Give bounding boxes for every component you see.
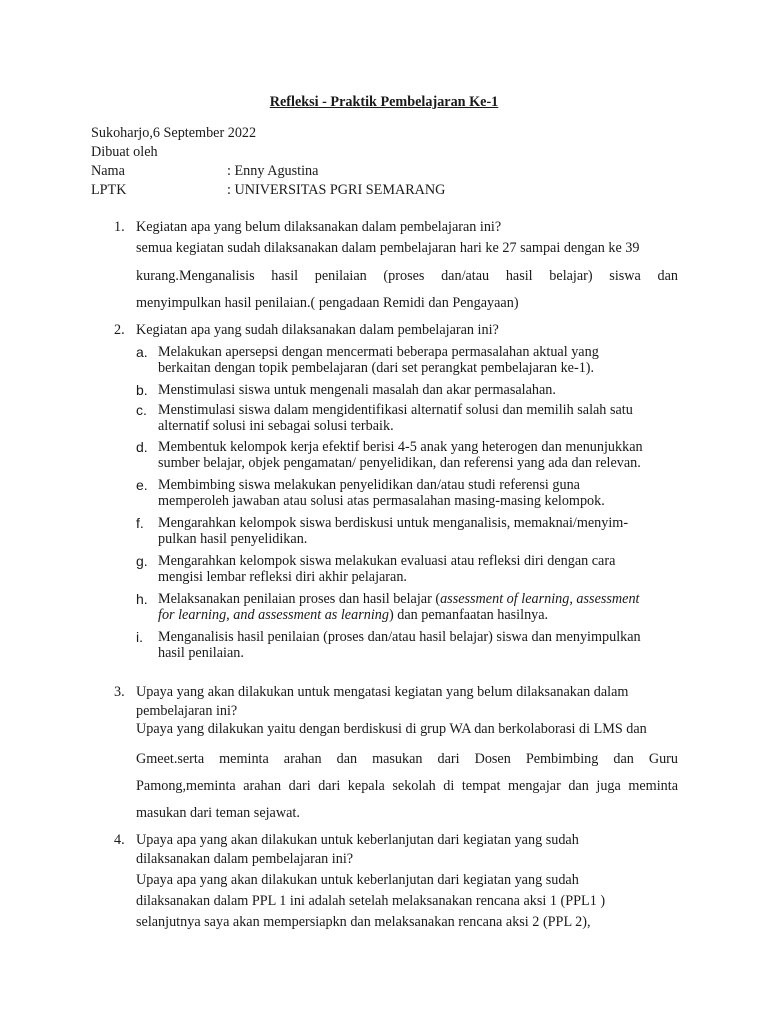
item-letter: h. [136,591,148,607]
lptk-row [91,181,691,200]
question-text: Kegiatan apa yang sudah dilaksanakan dalam pembelajaran ini? [136,322,499,338]
made-by-label: Dibuat oleh [91,144,158,160]
answer-3-line-3: Pamong,meminta arahan dari dari kepala sekolah di tempat mengajar dan juga meminta [136,778,678,794]
item-text: Melaksanakan penilaian proses dan hasil belajar (assessment of learning, assessment for learning, and assessment as learning) dan pemanfaatan hasilnya. [158,591,640,623]
question-number: 3. [114,684,125,700]
question-number: 1. [114,219,125,235]
item-text: Menstimulasi siswa dalam mengidentifikasi alternatif solusi dan memilih salah satu alternatif solusi ini sebagai solusi terbaik. [158,402,633,434]
answer-1-line-2: kurang.Menganalisis hasil penilaian (proses dan/atau hasil belajar) siswa dan [136,268,678,284]
question-number: 4. [114,832,125,848]
item-letter: c. [136,402,147,418]
item-letter: a. [136,344,148,360]
answer-4-line-1: Upaya apa yang akan dilakukan untuk keberlanjutan dari kegiatan yang sudah [136,872,579,888]
item-letter: f. [136,515,144,531]
answer-3-line-1: Upaya yang dilakukan yaitu dengan berdiskusi di grup WA dan berkolaborasi di LMS dan [136,721,647,737]
question-number: 2. [114,322,125,338]
place-date: Sukoharjo,6 September 2022 [91,125,257,141]
question-text: Upaya apa yang akan dilakukan untuk keberlanjutan dari kegiatan yang sudah dilaksanakan dalam pembelajaran ini? [136,832,579,867]
question-text: Upaya yang akan dilakukan untuk mengatasi kegiatan yang belum dilaksanakan dalam pembelajaran ini? [136,684,629,719]
question-text: Kegiatan apa yang belum dilaksanakan dalam pembelajaran ini? [136,219,502,235]
item-text: Menstimulasi siswa untuk mengenali masalah dan akar permasalahan. [158,382,556,398]
answer-3-line-2: Gmeet.serta meminta arahan dan masukan dari Dosen Pembimbing dan Guru [136,751,678,767]
name-row [91,162,691,181]
item-text: Membimbing siswa melakukan penyelidikan dan/atau studi referensi guna memperoleh jawaban atau solusi atas permasalahan masing-masing kelompok. [158,477,605,509]
item-text: Melakukan apersepsi dengan mencermati beberapa permasalahan aktual yang berkaitan dengan topik pembelajaran (dari set perangkat pembelajaran ke-1). [158,344,599,376]
name-value: : Enny Agustina [227,163,319,179]
item-letter: d. [136,439,148,455]
answer-4-line-3: selanjutnya saya akan mempersiapkn dan melaksanakan rencana aksi 2 (PPL 2), [136,914,591,930]
item-text: Membentuk kelompok kerja efektif berisi 4-5 anak yang heterogen dan menunjukkan sumber belajar, objek pengamatan/ penyelidikan, dan referensi yang ada dan relevan. [158,439,643,471]
item-text: Mengarahkan kelompok siswa berdiskusi untuk menganalisis, memaknai/menyim- pulkan hasil penyelidikan. [158,515,629,547]
name-label: Nama [91,163,125,179]
item-letter: g. [136,553,148,569]
item-letter: b. [136,382,148,398]
answer-4-line-2: dilaksanakan dalam PPL 1 ini adalah setelah melaksanakan rencana aksi 1 (PPL1 ) [136,893,606,909]
item-text: Menganalisis hasil penilaian (proses dan/atau hasil belajar) siswa dan menyimpulkan hasil penilaian. [158,629,641,661]
answer-3-line-4: masukan dari teman sejawat. [136,805,300,821]
answer-1-line-3: menyimpulkan hasil penilaian.( pengadaan Remidi dan Pengayaan) [136,295,519,311]
item-text: Mengarahkan kelompok siswa melakukan evaluasi atau refleksi diri dengan cara mengisi lembar refleksi diri akhir pelajaran. [158,553,616,585]
item-letter: i. [136,629,143,645]
lptk-label: LPTK [91,182,127,198]
answer-1-line-1: semua kegiatan sudah dilaksanakan dalam pembelajaran hari ke 27 sampai dengan ke 39 [136,240,640,256]
document-title: Refleksi - Praktik Pembelajaran Ke-1 [269,94,499,110]
lptk-value: : UNIVERSITAS PGRI SEMARANG [227,182,446,198]
item-letter: e. [136,477,148,493]
